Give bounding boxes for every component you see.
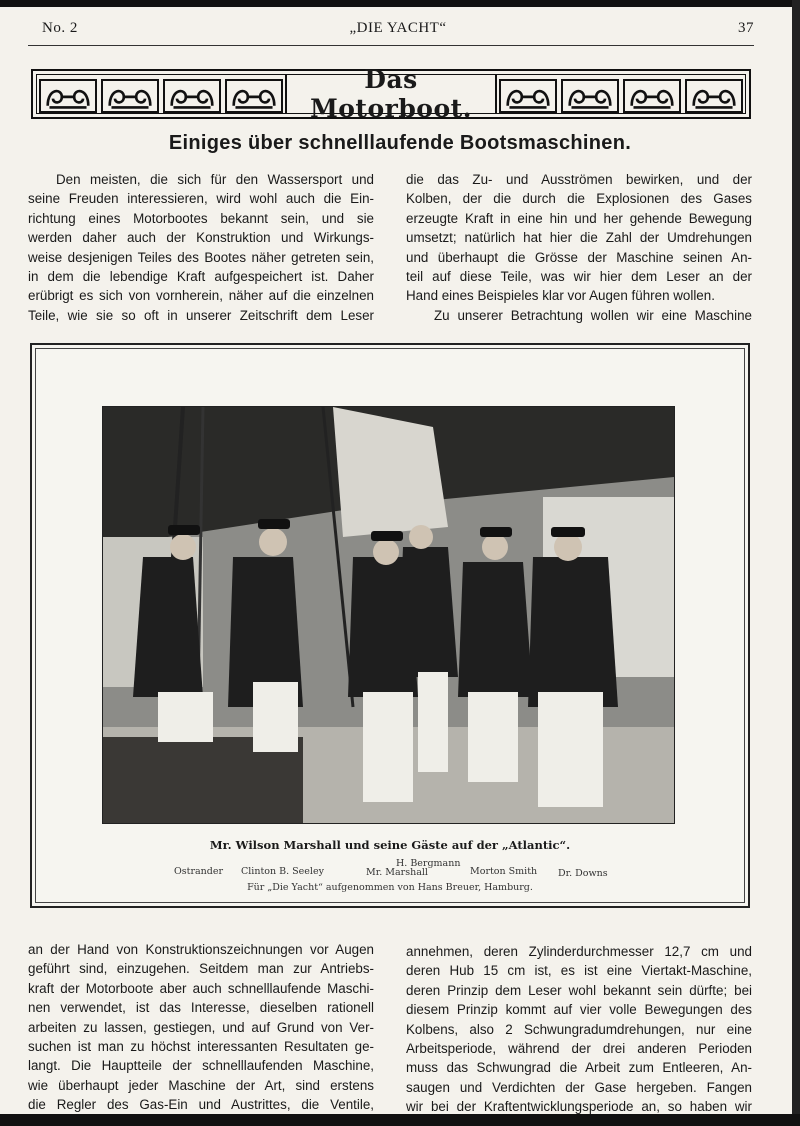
text-line: richtung eines Motorbootes bekannt sein, und sie: [28, 210, 374, 226]
text-line: teil auf diese Teile, was wir hier dem Leser an der: [406, 269, 752, 285]
right-edge: [792, 0, 800, 1126]
text-line: die das Zu- und Ausströmen bewirken, und der: [406, 172, 752, 187]
text-line: seine Freuden interessieren, wird wohl auch die Ein-: [28, 191, 374, 207]
header-rule: [28, 45, 754, 46]
text-line: an der Hand von Konstruktionszeichnungen vor Augen: [28, 942, 374, 957]
text-column-2: [406, 170, 752, 325]
ornament-icon: [39, 79, 97, 113]
ornament-icon: [499, 79, 557, 113]
name-label: Clinton B. Seeley: [241, 866, 324, 877]
text-line: erzeugte Kraft in eine hin und her gehende Bewegung: [406, 210, 752, 226]
page-number: 37: [738, 20, 754, 36]
bottom-edge: [0, 1114, 800, 1126]
running-header: [42, 20, 754, 44]
ornament-right: [497, 75, 745, 113]
text-line: werden daher auch der Konstruktion und Wirkungs-: [28, 230, 374, 246]
text-column-1: [28, 170, 374, 325]
text-line: arbeiten zu lassen, gestiegen, und auf Grund von Ver-: [28, 1019, 374, 1035]
name-label: H. Bergmann: [396, 858, 461, 869]
text-line: annehmen, deren Zylinderdurchmesser 12,7 cm und: [406, 944, 752, 959]
name-label: Morton Smith: [470, 866, 538, 877]
ornament-icon: [163, 79, 221, 113]
text-line: wir bei der Kraftentwicklungsperiode an, so haben wir: [406, 1099, 752, 1115]
text-line: suchen ist man zu höchst interessanten Resultaten ge-: [28, 1039, 374, 1055]
ornament-left: [37, 75, 285, 113]
text-column-3: [28, 940, 374, 1115]
text-line: muss das Schwungrad die Arbeit zum Entleeren, An-: [406, 1060, 752, 1076]
text-line: deren Hub 15 cm ist, es ist eine Viertakt-Maschine,: [406, 963, 752, 979]
text-line: wie überhaupt jeder Maschine der Art, sind erstens: [28, 1077, 374, 1093]
figure-caption: Mr. Wilson Marshall und seine Gäste auf der „Atlantic“.: [209, 838, 571, 852]
issue-number: No. 2: [42, 20, 78, 36]
text-line: Den meisten, die sich für den Wassersport und: [56, 172, 374, 187]
figure-names: [30, 855, 750, 885]
article-title: Einiges über schnelllaufende Bootsmaschinen.: [168, 132, 632, 154]
text-line: Teile, wie sie so oft in unserer Zeitschrift dem Leser: [28, 307, 374, 323]
text-line: geführt sind, einzugehen. Seitdem man zur Antriebs-: [28, 961, 374, 977]
name-label: Mr. Marshall: [366, 867, 428, 878]
text-line: umsetzt; natürlich hat hier die Zahl der Umdrehungen: [406, 230, 752, 246]
text-line: erübrigt es sich von vornherein, näher auf die einzelnen: [28, 288, 374, 304]
top-edge: [0, 0, 800, 7]
name-label: Ostrander: [174, 866, 224, 877]
ornament-icon: [101, 79, 159, 113]
text-column-4: [406, 942, 752, 1117]
text-line: nen verwendet, ist das Interesse, dieselben rationell: [28, 1000, 374, 1016]
text-line: weise desjenigen Teiles des Bootes näher getreten sein,: [28, 249, 374, 265]
ornament-icon: [561, 79, 619, 113]
ornament-icon: [685, 79, 743, 113]
text-line: langt. Die Hauptteile der schnelllaufenden Maschine,: [28, 1058, 374, 1074]
photo-credit: Für „Die Yacht“ aufgenommen von Hans Breuer, Hamburg.: [247, 882, 533, 893]
text-line: Zu unserer Betrachtung wollen wir eine Maschine: [434, 307, 752, 323]
text-line: saugen und Verdichten der Gase hergeben. Fangen: [406, 1079, 752, 1095]
text-line: Kolbens, also 2 Schwungradumdrehungen, nur eine: [406, 1021, 752, 1037]
text-line: deren Prinzip dem Leser wohl bekannt sein dürfte; bei: [406, 982, 752, 998]
text-line: Arbeitsperiode, während der drei anderen Perioden: [406, 1041, 752, 1057]
name-label: Dr. Downs: [558, 868, 608, 879]
ornament-icon: [225, 79, 283, 113]
text-line: Hand eines Beispieles klar vor Augen führen wollen.: [406, 288, 715, 304]
journal-name: „DIE YACHT“: [349, 20, 447, 36]
text-line: und überhaupt die Grösse der Maschine seinen An-: [406, 249, 752, 265]
text-line: Kolben, der die durch die Explosionen des Gases: [406, 191, 752, 207]
text-line: in dem die lebendige Kraft aufgespeichert ist. Daher: [28, 269, 374, 285]
yacht-deck-photo: [102, 406, 675, 824]
section-banner: [31, 65, 751, 123]
text-line: diesem Prinzip kommt auf vier volle Bewegungen des: [406, 1002, 752, 1018]
section-title: Das Motorboot.: [285, 75, 497, 113]
text-line: kraft der Motorboote aber auch schnelllaufende Maschi-: [28, 980, 374, 996]
ornament-icon: [623, 79, 681, 113]
text-line: die Regler des Gas-Ein und Austrittes, die Ventile,: [28, 1097, 374, 1113]
